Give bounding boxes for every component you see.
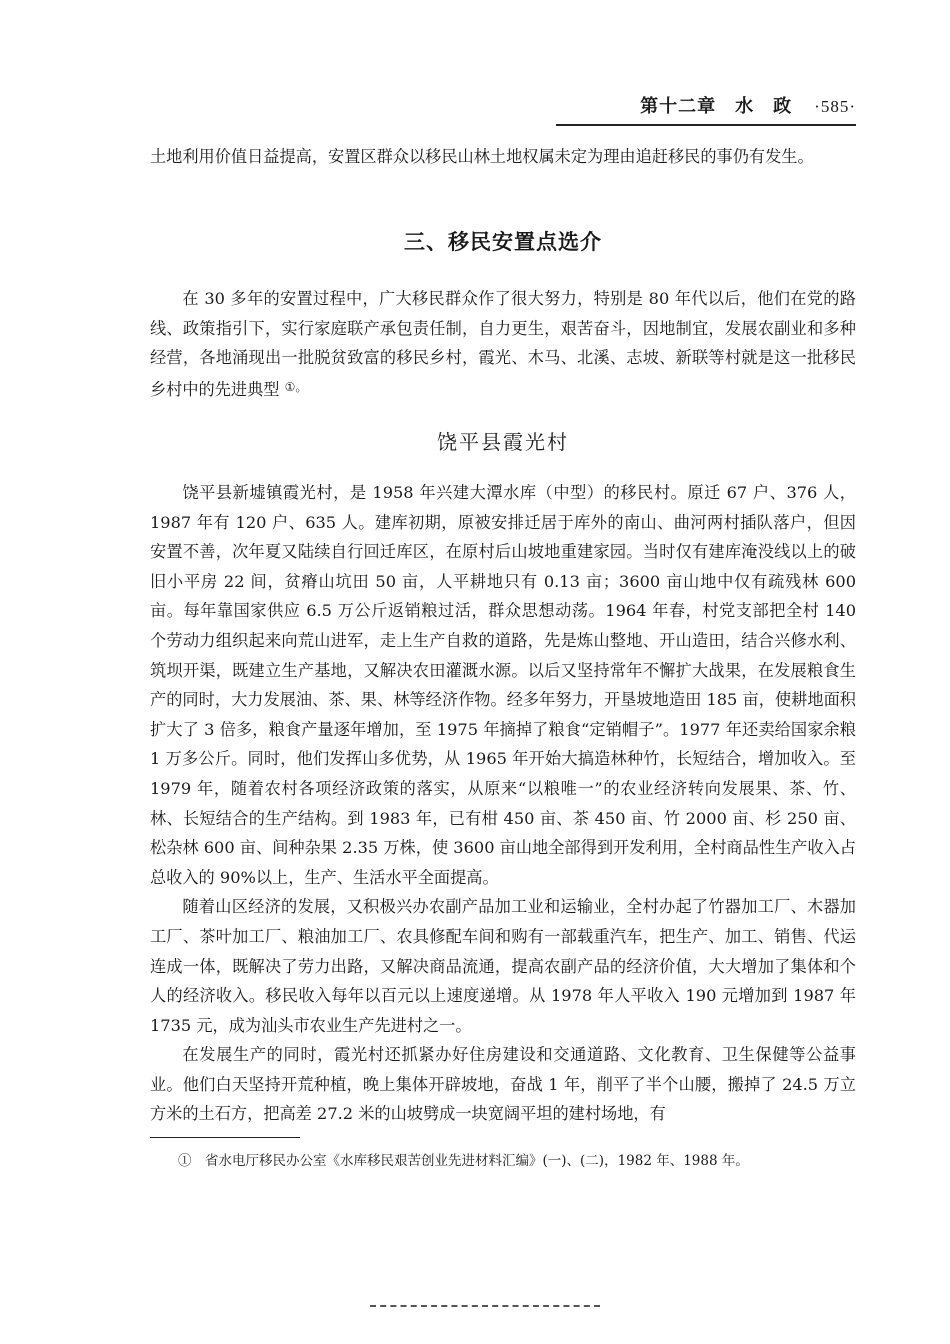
footnote-rule: [150, 1137, 300, 1138]
footnote: ① 省水电厅移民办公室《水库移民艰苦创业先进材料汇编》(一)、(二)，1982 年、1988 年。: [178, 1153, 749, 1169]
section-paragraph-text: 在 30 多年的安置过程中，广大移民群众作了很大努力，特别是 80 年代以后，他们在党的路线、政策指引下，实行家庭联产承包责任制，自力更生，艰苦奋斗，因地制宜，发展农副业和多种经营，各地涌现出一批脱贫致富的移民乡村，霞光、木马、北溪、志坡、新联等村就是这一批移民乡村中的先进典型: [150, 289, 856, 399]
intro-paragraph: 土地利用价值日益提高，安置区群众以移民山林土地权属未定为理由追赶移民的事仍有发生。: [150, 147, 814, 166]
body-paragraph: 饶平县新墟镇霞光村，是 1958 年兴建大潭水库（中型）的移民村。原迁 67 户、376 人，1987 年有 120 户、635 人。建库初期，原被安排迁居于库外的南山、曲河两村插队落户，但因安置不善，次年夏又陆续自行回迁库区，在原村后山坡地重建家园。当时仅有建库淹没线以上的破旧小平房 22 间，贫瘠山坑田 50 亩，人平耕地只有 0.13 亩；3600 亩山地中仅有疏残林 600 亩。每年靠国家供应 6.5 万公斤返销粮过活，群众思想动荡。1964 年春，村党支部把全村 140 个劳动力组织起来向荒山进军，走上生产自救的道路，先是炼山整地、开山造田，结合兴修水利、筑坝开渠，既建立生产基地，又解决农田灌溉水源。以后又坚持常年不懈扩大战果，在发展粮食生产的同时，大力发展油、茶、果、林等经济作物。经多年努力，开垦坡地造田 185 亩，使耕地面积扩大了 3 倍多，粮食产量逐年增加，至 1975 年摘掉了粮食“定销帽子”。1977 年还卖给国家余粮 1 万多公斤。同时，他们发挥山多优势，从 1965 年开始大搞造林种竹，长短结合，增加收入。至 1979 年，随着农村各项经济政策的落实，从原来“以粮唯一”的农业经济转向发展果、茶、竹、林、长短结合的生产结构。到 1983 年，已有柑 450 亩、茶 450 亩、竹 2000 亩、杉 250 亩、松杂林 600 亩、间种杂果 2.35 万株，使 3600 亩山地全部得到开发利用，全村商品性生产收入占总收入的 90%以上，生产、生活水平全面提高。: [150, 483, 856, 887]
intro-block: [150, 142, 856, 172]
footnote-reference: ①。: [284, 379, 308, 394]
header-rule: [556, 124, 856, 126]
body-paragraph: 随着山区经济的发展，又积极兴办农副产品加工业和运输业，全村办起了竹器加工厂、木器加工厂、茶叶加工厂、粮油加工厂、农具修配车间和购有一部载重汽车，把生产、加工、销售、代运连成一体，既解决了劳力出路，又解决商品流通，提高农副产品的经济价值，大大增加了集体和个人的经济收入。移民收入每年以百元以上速度递增。从 1978 年人平收入 190 元增加到 1987 年 1735 元，成为汕头市农业生产先进村之一。: [150, 897, 856, 1035]
chapter-title: 第十二章 水 政: [640, 96, 793, 117]
body-block: [150, 478, 856, 1129]
section-title: 三、移民安置点选介: [404, 230, 602, 254]
running-header: [556, 92, 856, 118]
subsection-title: 饶平县霞光村: [437, 430, 569, 454]
scan-edge-mark: [370, 1305, 600, 1307]
section-intro-block: [150, 284, 856, 404]
page-number: ·585·: [814, 97, 856, 116]
body-paragraph: 在发展生产的同时，霞光村还抓紧办好住房建设和交通道路、文化教育、卫生保健等公益事业。他们白天坚持开荒种植，晚上集体开辟坡地，奋战 1 年，削平了半个山腰，搬掉了 24.5 万立方米的土石方，把高差 27.2 米的山坡劈成一块宽阔平坦的建村场地，有: [150, 1045, 856, 1124]
section-paragraph: [150, 284, 856, 404]
